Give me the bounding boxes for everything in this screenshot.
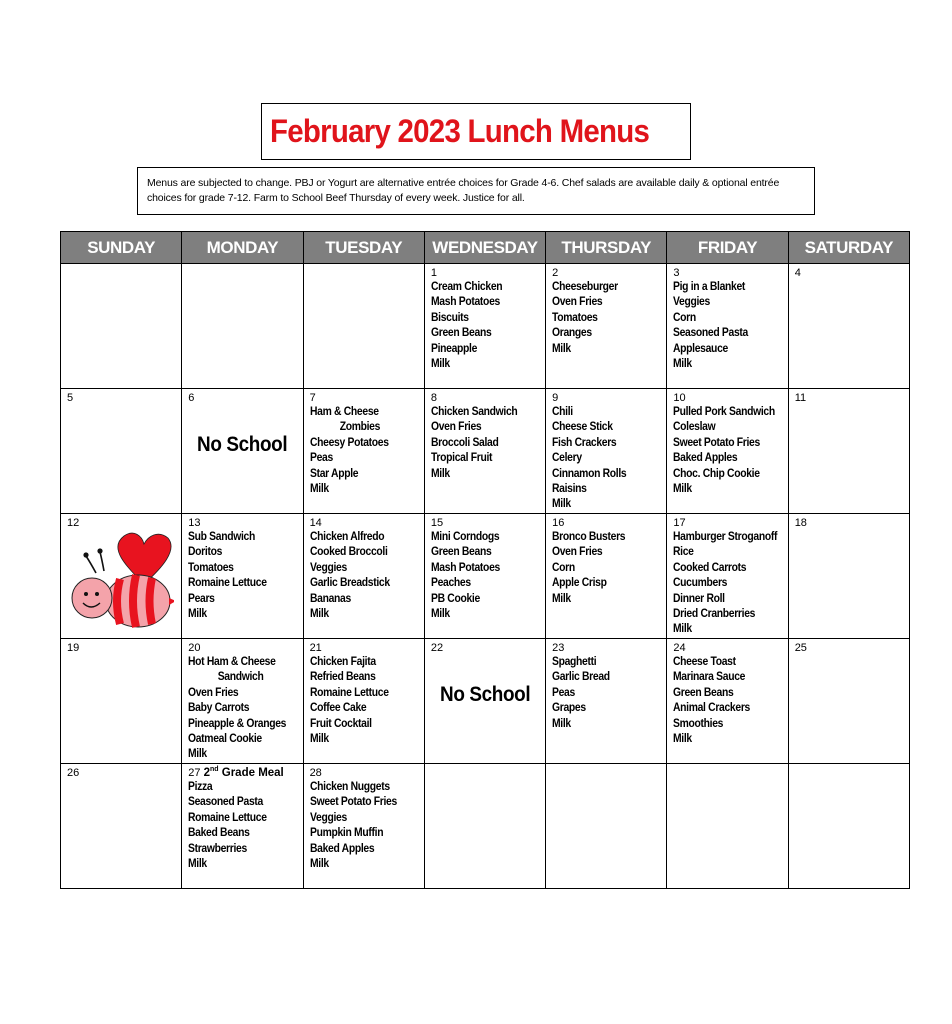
menu-item: Dried Cranberries — [673, 608, 756, 621]
menu-list — [673, 655, 782, 747]
menu-list — [552, 405, 661, 513]
day-number: 14 — [309, 517, 322, 529]
menu-item: Seasoned Pasta — [188, 796, 264, 809]
menu-item: Milk — [430, 467, 450, 480]
calendar-week-row — [61, 389, 910, 514]
menu-item: Milk — [188, 858, 208, 871]
calendar-day-cell — [61, 264, 182, 389]
menu-item: Peas — [552, 686, 576, 699]
day-number: 12 — [67, 517, 80, 529]
day-number: 8 — [430, 392, 437, 404]
menu-item: Milk — [188, 748, 208, 761]
menu-item: Milk — [188, 608, 208, 621]
menu-list — [188, 530, 297, 622]
menu-item: Milk — [552, 342, 571, 355]
calendar-day-cell — [61, 639, 182, 764]
calendar-day-cell — [546, 264, 667, 389]
menu-item: Peaches — [430, 577, 471, 590]
calendar-day-cell — [61, 764, 182, 889]
calendar-day-cell — [667, 639, 788, 764]
menu-item: Milk — [552, 498, 571, 511]
calendar-day-cell — [546, 514, 667, 639]
menu-item: Coffee Cake — [309, 702, 366, 715]
menu-item: Chicken Nuggets — [309, 781, 390, 793]
menu-item: Corn — [673, 311, 697, 324]
calendar-week-row — [61, 264, 910, 389]
calendar-day-cell — [61, 514, 182, 639]
weekday-header-thursday: THURSDAY — [546, 232, 667, 264]
menu-item: Strawberries — [188, 842, 248, 855]
menu-item: Mash Potatoes — [430, 296, 500, 309]
menu-item: Green Beans — [673, 686, 734, 699]
menu-item: Baked Beans — [188, 827, 250, 840]
menu-item: Grapes — [552, 702, 586, 715]
menu-item: Ham & Cheese — [309, 406, 379, 418]
menu-list — [552, 530, 661, 607]
menu-item: Cinnamon Rolls — [552, 467, 627, 480]
calendar-day-cell — [546, 764, 667, 889]
menu-list — [431, 405, 540, 482]
menu-item: Romaine Lettuce — [188, 577, 267, 590]
day-number: 6 — [188, 392, 195, 404]
day-number: 18 — [794, 517, 807, 529]
menu-item: Milk — [673, 358, 693, 371]
calendar-day-cell — [424, 764, 545, 889]
weekday-header-monday: MONDAY — [182, 232, 303, 264]
menu-item: Cheese Stick — [552, 421, 613, 434]
menu-item: Celery — [552, 452, 582, 465]
day-number: 1 — [430, 267, 437, 279]
calendar-day-cell — [303, 389, 424, 514]
menu-item: Star Apple — [309, 467, 358, 480]
calendar-day-cell — [303, 639, 424, 764]
menu-item: Hot Ham & Cheese — [188, 656, 276, 668]
menu-item: Cucumbers — [673, 577, 728, 590]
menu-item: Zombies — [339, 421, 380, 434]
day-number: 3 — [673, 267, 680, 279]
menu-item: Pineapple & Oranges — [188, 717, 287, 730]
menu-item: Romaine Lettuce — [309, 686, 389, 699]
day-number: 25 — [794, 642, 807, 654]
menu-item: Bronco Busters — [552, 531, 626, 543]
menu-item: Oven Fries — [552, 296, 603, 309]
menu-list — [673, 405, 782, 497]
menu-item: Marinara Sauce — [673, 671, 746, 684]
menu-notice: Menus are subjected to change. PBJ or Yogurt are alternative entrée choices for Grade 4-6. Chef salads are available daily & optional entrée choices for grade 7-12. Farm to School Beef Thursday of every week. Justice for all. — [137, 167, 815, 215]
menu-item: Refried Beans — [309, 671, 376, 684]
menu-list — [310, 405, 419, 497]
calendar-week-row — [61, 514, 910, 639]
menu-item: Green Beans — [430, 327, 492, 340]
weekday-header-wednesday: WEDNESDAY — [424, 232, 545, 264]
menu-item: Fruit Cocktail — [309, 717, 372, 730]
calendar-day-cell — [788, 264, 909, 389]
menu-item: Oven Fries — [430, 421, 482, 434]
menu-item: Sweet Potato Fries — [673, 436, 761, 449]
menu-item: Corn — [552, 561, 576, 574]
calendar-day-cell — [667, 264, 788, 389]
menu-item: Milk — [309, 858, 329, 871]
menu-item: Peas — [309, 452, 333, 465]
menu-item: Choc. Chip Cookie — [673, 467, 761, 480]
calendar-day-cell — [61, 389, 182, 514]
day-number: 23 — [552, 642, 565, 654]
menu-item: Romaine Lettuce — [188, 811, 267, 824]
menu-item: Tomatoes — [188, 561, 234, 574]
menu-item: Milk — [430, 608, 450, 621]
day-number: 26 — [67, 767, 80, 779]
menu-list — [188, 780, 297, 872]
day-number: 4 — [794, 267, 801, 279]
day-number: 27 2nd Grade Meal — [188, 766, 284, 779]
weekday-header-row — [61, 232, 910, 264]
menu-item: Cheese Toast — [673, 656, 737, 668]
menu-list — [188, 655, 297, 763]
menu-item: Milk — [673, 623, 693, 636]
calendar-day-cell — [546, 389, 667, 514]
menu-item: Cooked Carrots — [673, 561, 747, 574]
calendar-day-cell — [788, 389, 909, 514]
menu-item: Chicken Fajita — [309, 656, 376, 668]
day-number: 17 — [673, 517, 686, 529]
calendar-day-cell — [182, 764, 303, 889]
page-title: February 2023 Lunch Menus — [270, 113, 650, 149]
menu-item: Veggies — [673, 296, 711, 309]
menu-item: Pears — [188, 592, 215, 605]
menu-item: Pulled Pork Sandwich — [673, 406, 776, 418]
menu-list — [310, 780, 419, 872]
menu-item: Dinner Roll — [673, 592, 726, 605]
menu-item: Bananas — [309, 592, 351, 605]
menu-item: Garlic Bread — [552, 671, 610, 684]
calendar-day-cell — [788, 514, 909, 639]
menu-item: Milk — [552, 592, 571, 605]
menu-item: Garlic Breadstick — [309, 577, 390, 590]
day-number: 21 — [309, 642, 322, 654]
menu-item: Animal Crackers — [673, 702, 751, 715]
bee-with-heart-icon — [66, 526, 174, 643]
no-school-label: No School — [197, 433, 288, 456]
calendar-day-cell — [667, 514, 788, 639]
lunch-calendar — [60, 231, 910, 889]
menu-item: Rice — [673, 546, 695, 559]
menu-item: Doritos — [188, 546, 223, 559]
title-box — [261, 103, 691, 160]
menu-item: Milk — [673, 733, 693, 746]
menu-list — [552, 280, 661, 357]
menu-item: Oven Fries — [552, 546, 603, 559]
calendar-day-cell — [303, 514, 424, 639]
day-number: 15 — [430, 517, 444, 529]
calendar-day-cell — [424, 264, 545, 389]
day-number: 16 — [552, 517, 565, 529]
menu-item: Spaghetti — [552, 656, 597, 668]
day-number: 5 — [67, 392, 74, 404]
grade-meal-note: 2nd Grade Meal — [203, 766, 284, 779]
calendar-day-cell — [667, 389, 788, 514]
menu-item: Cheeseburger — [552, 281, 618, 293]
menu-item: Baked Apples — [309, 842, 374, 855]
menu-item: Milk — [430, 358, 450, 371]
menu-list — [310, 655, 419, 747]
menu-item: Baby Carrots — [188, 702, 250, 715]
menu-item: Pig in a Blanket — [673, 281, 746, 293]
menu-list — [673, 280, 782, 372]
weekday-header-saturday: SATURDAY — [788, 232, 909, 264]
menu-item: Apple Crisp — [552, 577, 607, 590]
menu-item: Biscuits — [430, 311, 469, 324]
menu-item: Smoothies — [673, 717, 724, 730]
calendar-day-cell — [788, 764, 909, 889]
menu-item: Cheesy Potatoes — [309, 436, 389, 449]
menu-item: Baked Apples — [673, 452, 738, 465]
calendar-day-cell — [424, 389, 545, 514]
day-number: 28 — [309, 767, 322, 779]
day-number: 20 — [188, 642, 201, 654]
menu-item: Cream Chicken — [430, 281, 503, 293]
menu-item: Sub Sandwich — [188, 531, 256, 543]
menu-item: Cooked Broccoli — [309, 546, 388, 559]
menu-item: Chili — [552, 406, 573, 418]
menu-item: PB Cookie — [430, 592, 480, 605]
menu-list — [431, 280, 540, 372]
day-number: 11 — [794, 392, 807, 404]
menu-item: Hamburger Stroganoff — [673, 531, 778, 543]
weekday-header-sunday: SUNDAY — [61, 232, 182, 264]
menu-item: Green Beans — [430, 546, 492, 559]
menu-item: Milk — [552, 717, 571, 730]
menu-item: Mash Potatoes — [430, 561, 500, 574]
menu-item: Tropical Fruit — [430, 452, 493, 465]
menu-item: Tomatoes — [552, 311, 598, 324]
calendar-week-row — [61, 764, 910, 889]
day-number: 19 — [67, 642, 80, 654]
day-number: 9 — [552, 392, 559, 404]
calendar-day-cell — [303, 764, 424, 889]
menu-item: Milk — [309, 483, 329, 496]
menu-item: Oven Fries — [188, 686, 239, 699]
menu-item: Veggies — [309, 561, 347, 574]
day-number: 13 — [188, 517, 201, 529]
menu-item: Pizza — [188, 781, 213, 793]
menu-item: Oatmeal Cookie — [188, 733, 263, 746]
menu-list — [431, 530, 540, 622]
calendar-day-cell — [182, 514, 303, 639]
day-number: 2 — [552, 267, 559, 279]
calendar-day-cell — [182, 389, 303, 514]
day-number: 7 — [309, 392, 316, 404]
menu-item: Fish Crackers — [552, 436, 617, 449]
no-school-label: No School — [439, 683, 531, 706]
menu-item: Mini Corndogs — [430, 531, 500, 543]
calendar-day-cell — [424, 514, 545, 639]
menu-item: Pumpkin Muffin — [309, 827, 383, 840]
calendar-day-cell — [788, 639, 909, 764]
menu-list — [552, 655, 661, 732]
menu-item: Pineapple — [430, 342, 477, 355]
calendar-day-cell — [667, 764, 788, 889]
calendar-day-cell — [303, 264, 424, 389]
menu-item: Raisins — [552, 483, 587, 496]
day-number: 10 — [673, 392, 686, 404]
menu-item: Applesauce — [673, 342, 729, 355]
menu-item: Broccoli Salad — [430, 436, 499, 449]
menu-item: Chicken Sandwich — [430, 406, 518, 418]
calendar-day-cell — [546, 639, 667, 764]
menu-list — [310, 530, 419, 622]
calendar-day-cell — [182, 639, 303, 764]
menu-item: Veggies — [309, 811, 347, 824]
day-number: 22 — [430, 642, 444, 654]
menu-item: Milk — [309, 608, 329, 621]
menu-item: Sandwich — [217, 671, 264, 684]
menu-item: Seasoned Pasta — [673, 327, 749, 340]
weekday-header-tuesday: TUESDAY — [303, 232, 424, 264]
calendar-day-cell — [182, 264, 303, 389]
calendar-body — [61, 264, 910, 889]
calendar-day-cell — [424, 639, 545, 764]
menu-list — [673, 530, 782, 638]
menu-item: Chicken Alfredo — [309, 531, 384, 543]
menu-item: Sweet Potato Fries — [309, 796, 397, 809]
weekday-header-friday: FRIDAY — [667, 232, 788, 264]
menu-item: Oranges — [552, 327, 592, 340]
day-number: 24 — [673, 642, 686, 654]
menu-item: Milk — [309, 733, 329, 746]
calendar-week-row — [61, 639, 910, 764]
menu-item: Coleslaw — [673, 421, 716, 434]
menu-item: Milk — [673, 483, 693, 496]
